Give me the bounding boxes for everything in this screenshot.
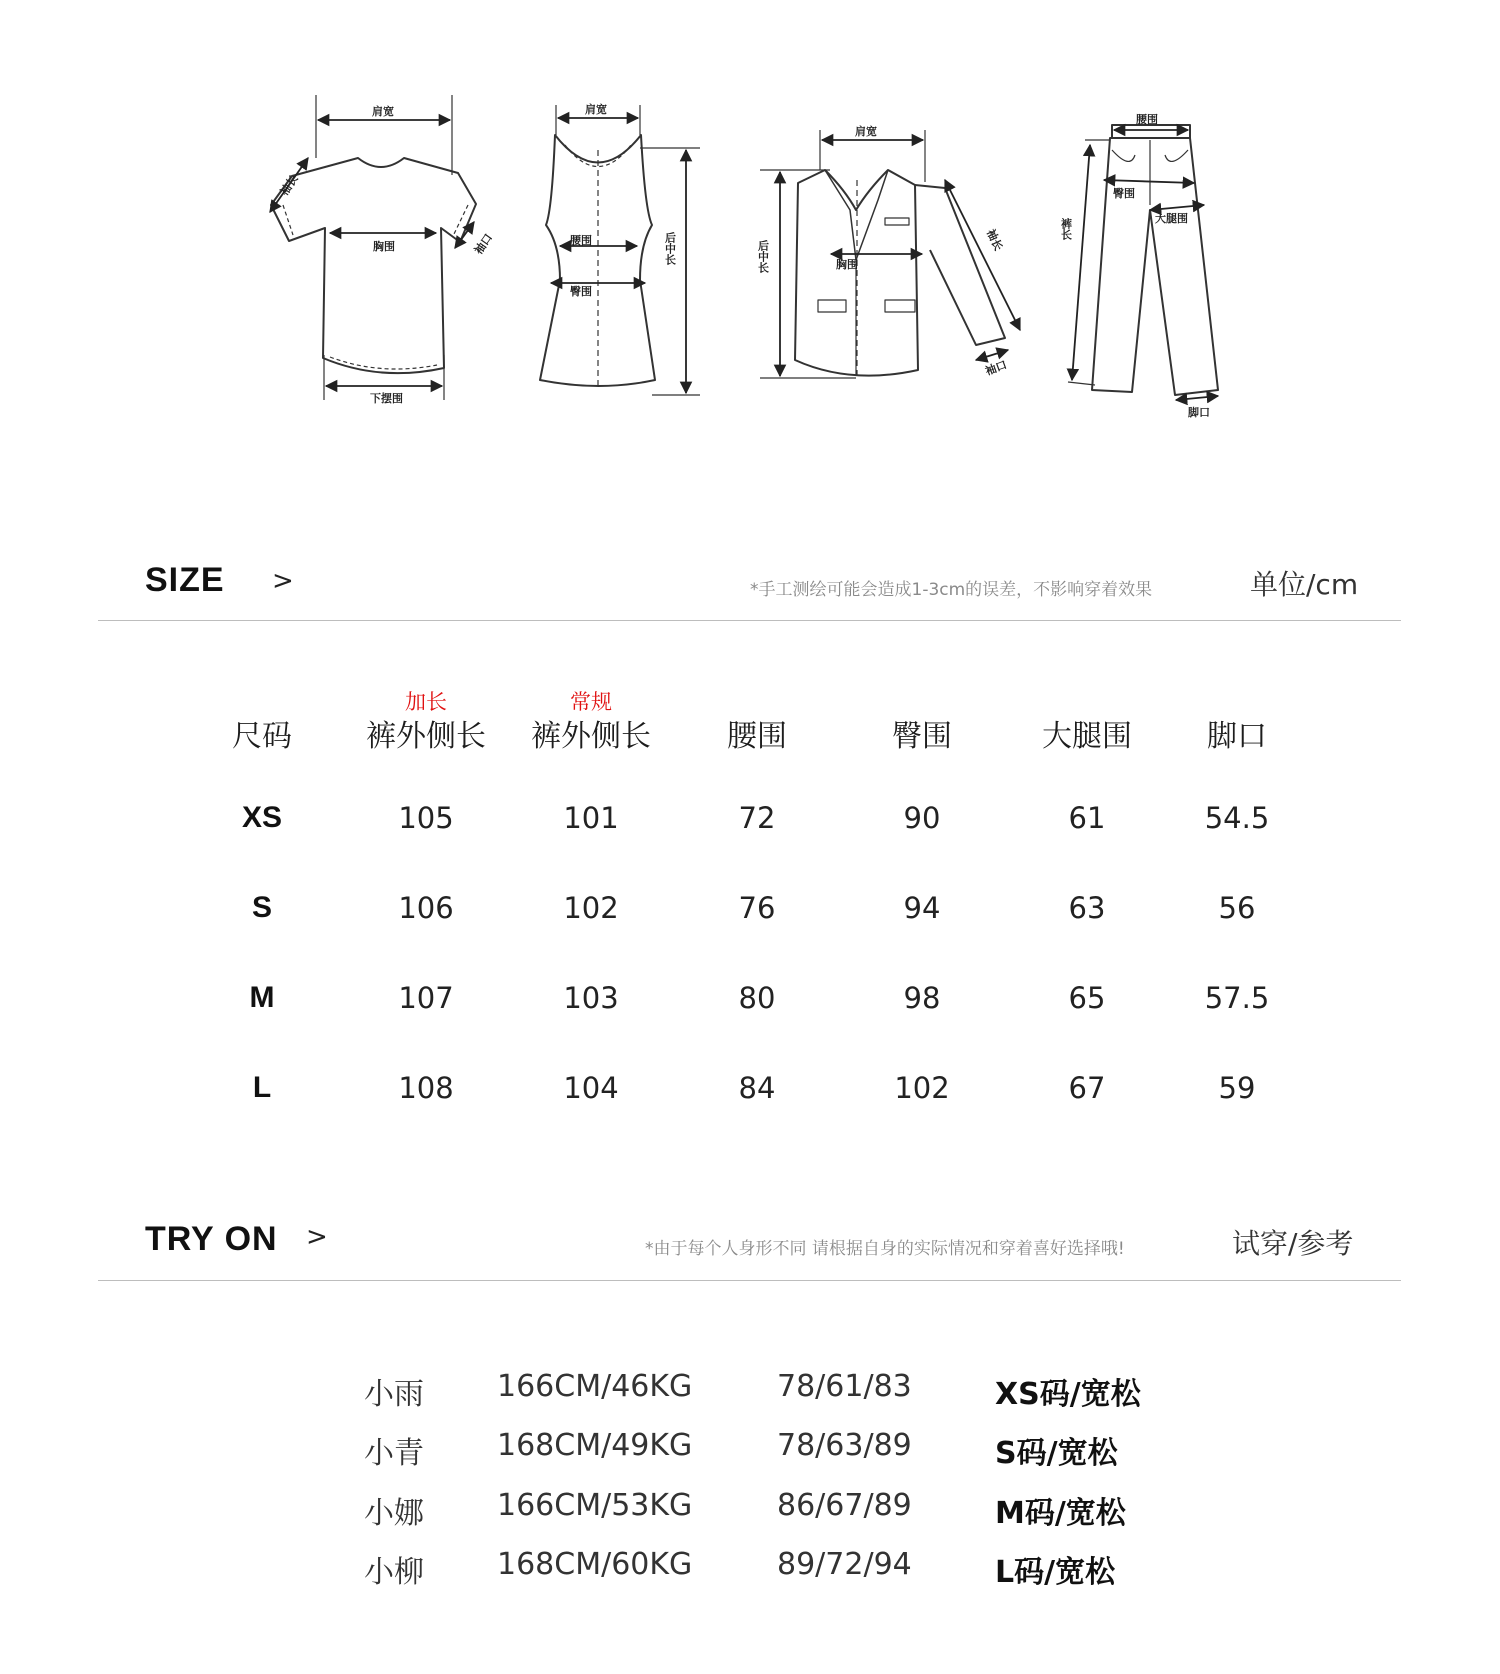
size-label: M xyxy=(249,981,275,1014)
dress-waist-label: 腰围 xyxy=(570,234,592,247)
value-thigh: 65 xyxy=(1068,981,1106,1015)
pants-thigh-label: 大腿围 xyxy=(1155,212,1188,225)
model-measurements: 78/61/83 xyxy=(777,1369,912,1404)
value-leg-opening: 59 xyxy=(1218,1071,1256,1105)
model-height-weight: 166CM/53KG xyxy=(497,1488,693,1523)
value-outseam-regular: 101 xyxy=(563,801,619,835)
garment-diagrams-svg xyxy=(0,0,1500,460)
header-waist: 腰围 xyxy=(727,719,787,754)
dress-shoulder-label: 肩宽 xyxy=(585,103,607,116)
value-waist: 72 xyxy=(738,801,776,835)
tshirt-cuff-label: 袖口 xyxy=(471,231,496,257)
pants-leg-opening-label: 脚口 xyxy=(1188,406,1210,419)
measurement-diagrams xyxy=(0,0,1500,460)
model-name: 小雨 xyxy=(364,1377,424,1412)
model-measurements: 89/72/94 xyxy=(777,1547,912,1582)
dress-hip-label: 臀围 xyxy=(570,285,592,298)
model-height-weight: 166CM/46KG xyxy=(497,1369,693,1404)
tshirt-chest-label: 胸围 xyxy=(373,240,395,253)
value-thigh: 61 xyxy=(1068,801,1106,835)
value-outseam-regular: 103 xyxy=(563,981,619,1015)
tshirt-hem-label: 下摆围 xyxy=(370,392,403,405)
blazer-back-length-label: 后中长 xyxy=(756,240,770,273)
header-thigh: 大腿围 xyxy=(1042,719,1132,754)
tshirt-shoulder-label: 肩宽 xyxy=(372,105,394,118)
value-hip: 98 xyxy=(903,981,941,1015)
dress-back-length-label: 后中长 xyxy=(663,232,677,265)
value-outseam-regular: 102 xyxy=(563,891,619,925)
value-outseam-long: 107 xyxy=(398,981,454,1015)
header-outseam-long: 裤外侧长 xyxy=(366,719,486,754)
value-leg-opening: 56 xyxy=(1218,891,1256,925)
size-section-arrow: > xyxy=(272,566,294,596)
blazer-chest-label: 胸围 xyxy=(836,258,858,271)
pants-length-label: 裤长 xyxy=(1059,218,1073,240)
size-label: XS xyxy=(241,801,283,834)
model-size-fit: XS码/宽松 xyxy=(995,1377,1141,1412)
tryon-section-label: 试穿/参考 xyxy=(1232,1227,1354,1260)
value-thigh: 63 xyxy=(1068,891,1106,925)
pants-waist-label: 腰围 xyxy=(1136,113,1158,126)
blazer-shoulder-label: 肩宽 xyxy=(855,125,877,138)
size-section-note: *手工测绘可能会造成1-3cm的误差，不影响穿着效果 xyxy=(750,580,1153,600)
size-section-divider xyxy=(98,620,1401,621)
tag-regular: 常规 xyxy=(570,690,612,714)
value-thigh: 67 xyxy=(1068,1071,1106,1105)
header-outseam-regular: 裤外侧长 xyxy=(531,719,651,754)
value-outseam-regular: 104 xyxy=(563,1071,619,1105)
tryon-section-arrow: > xyxy=(306,1222,328,1252)
value-waist: 76 xyxy=(738,891,776,925)
size-section-unit: 单位/cm xyxy=(1250,568,1359,601)
size-section-title: SIZE xyxy=(145,561,225,599)
value-hip: 102 xyxy=(894,1071,950,1105)
model-measurements: 78/63/89 xyxy=(777,1428,912,1463)
model-size-fit: L码/宽松 xyxy=(995,1555,1116,1590)
value-waist: 84 xyxy=(738,1071,776,1105)
tag-extended: 加长 xyxy=(405,690,447,714)
tryon-section-note: *由于每个人身形不同 请根据自身的实际情况和穿着喜好选择哦! xyxy=(645,1239,1125,1259)
size-label: S xyxy=(251,891,272,924)
value-hip: 90 xyxy=(903,801,941,835)
value-waist: 80 xyxy=(738,981,776,1015)
model-size-fit: S码/宽松 xyxy=(995,1436,1118,1471)
header-size: 尺码 xyxy=(232,719,292,754)
value-leg-opening: 57.5 xyxy=(1204,981,1270,1015)
model-size-fit: M码/宽松 xyxy=(995,1496,1126,1531)
value-outseam-long: 106 xyxy=(398,891,454,925)
model-name: 小柳 xyxy=(364,1555,424,1590)
model-height-weight: 168CM/60KG xyxy=(497,1547,693,1582)
value-outseam-long: 108 xyxy=(398,1071,454,1105)
blazer-cuff-label: 袖口 xyxy=(983,358,1009,378)
value-hip: 94 xyxy=(903,891,941,925)
size-label: L xyxy=(252,1071,272,1104)
tshirt-sleeve-label: 袖长 xyxy=(277,172,301,199)
model-measurements: 86/67/89 xyxy=(777,1488,912,1523)
header-hip: 臀围 xyxy=(892,719,952,754)
pants-diagram xyxy=(1068,125,1218,395)
tryon-section-title: TRY ON xyxy=(145,1220,278,1258)
header-leg-opening: 脚口 xyxy=(1207,719,1267,754)
model-name: 小娜 xyxy=(364,1496,424,1531)
model-name: 小青 xyxy=(364,1436,424,1471)
blazer-sleeve-label: 袖长 xyxy=(983,227,1005,253)
model-height-weight: 168CM/49KG xyxy=(497,1428,693,1463)
pants-hip-label: 臀围 xyxy=(1113,187,1135,200)
value-outseam-long: 105 xyxy=(398,801,454,835)
tryon-section-divider xyxy=(98,1280,1401,1281)
value-leg-opening: 54.5 xyxy=(1204,801,1270,835)
